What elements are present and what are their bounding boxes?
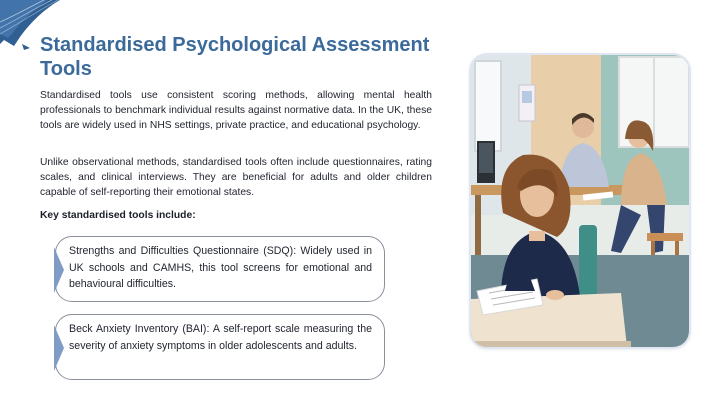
tool-description-sdq: Strengths and Difficulties Questionnaire (SDQ): Widely used in UK schools and CAMHS, this tool screens for emotional and behavioural difficulties. bbox=[69, 245, 372, 290]
card-accent-arrow bbox=[54, 325, 64, 371]
assessment-photo-illustration bbox=[471, 55, 689, 347]
card-accent-arrow bbox=[54, 247, 64, 293]
assessment-photo bbox=[471, 55, 689, 347]
tool-card-sdq bbox=[55, 236, 385, 302]
tool-description-bai: Beck Anxiety Inventory (BAI): A self-report scale measuring the severity of anxiety symptoms in older adolescents and adults. bbox=[69, 323, 372, 352]
tool-card-bai bbox=[55, 314, 385, 380]
intro-paragraph: Standardised tools use consistent scoring methods, allowing mental health professionals to benchmark individual results against normative data. In the UK, these tools are widely used in NHS settings, private practice, and educational psychology. bbox=[40, 90, 432, 131]
slide-title: Standardised Psychological Assessment Tools bbox=[40, 34, 430, 80]
methods-paragraph: Unlike observational methods, standardised tools often include questionnaires, rating scales, and clinical interviews. They are beneficial for adults and older children capable of self-reporting their emotional states. bbox=[40, 157, 432, 198]
key-tools-heading: Key standardised tools include: bbox=[40, 210, 196, 221]
